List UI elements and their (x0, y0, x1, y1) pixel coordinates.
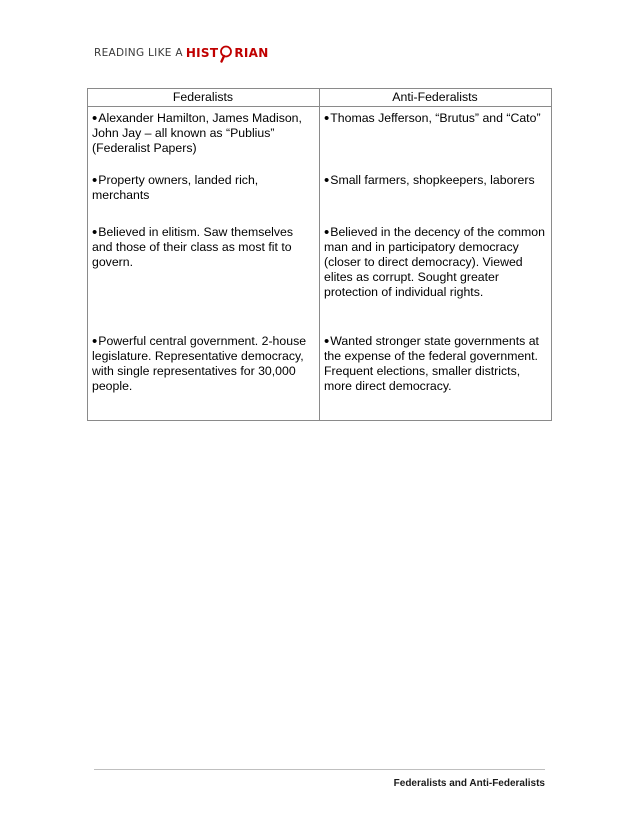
federalists-comparison-table (87, 88, 552, 421)
bullet-icon: • (92, 110, 98, 127)
bullet-icon: • (324, 333, 330, 350)
table-cell-federalists (88, 221, 320, 330)
table-cell-anti-federalists (320, 221, 552, 330)
reading-like-a-historian-logo (94, 40, 269, 66)
bullet-icon: • (92, 172, 98, 189)
table-cell-federalists (88, 107, 320, 170)
table-cell-federalists (88, 330, 320, 421)
table-header-row (88, 89, 552, 107)
footer-divider (94, 769, 545, 770)
cell-text: Alexander Hamilton, James Madison, John Jay – all known as “Publius” (Federalist Papers) (92, 111, 302, 155)
table-cell-anti-federalists (320, 330, 552, 421)
column-header-federalists: Federalists (88, 89, 320, 107)
table-cell-anti-federalists (320, 169, 552, 221)
table-cell-federalists (88, 169, 320, 221)
bullet-icon: • (324, 110, 330, 127)
column-header-anti-federalists: Anti-Federalists (320, 89, 552, 107)
footer-title: Federalists and Anti-Federalists (393, 778, 545, 788)
logo-prefix: READING LIKE A (94, 47, 183, 59)
table-row (88, 107, 552, 170)
logo-brand-pre: HIST (185, 46, 219, 60)
table-row (88, 169, 552, 221)
cell-text: Thomas Jefferson, “Brutus” and “Cato” (330, 111, 541, 125)
bullet-icon: • (92, 224, 98, 241)
cell-text: Believed in elitism. Saw themselves and those of their class as most fit to govern. (92, 225, 294, 269)
table-row (88, 330, 552, 421)
logo-brand-post: RIAN (234, 46, 269, 60)
cell-text: Wanted stronger state governments at the expense of the federal government. Frequent elections, smaller districts, more direct democracy. (324, 334, 539, 393)
cell-text: Believed in the decency of the common man and in participatory democracy (closer to direct democracy). Viewed elites as corrupt. Sought greater protection of individual rights. (324, 225, 545, 299)
bullet-icon: • (324, 224, 330, 241)
bullet-icon: • (92, 333, 98, 350)
bullet-icon: • (324, 172, 330, 189)
table-row (88, 221, 552, 330)
cell-text: Small farmers, shopkeepers, laborers (330, 173, 535, 187)
cell-text: Powerful central government. 2-house legislature. Representative democracy, with single representatives for 30,000 people. (92, 334, 307, 393)
magnifying-glass-icon (219, 45, 233, 63)
cell-text: Property owners, landed rich, merchants (92, 173, 259, 202)
table-cell-anti-federalists (320, 107, 552, 170)
